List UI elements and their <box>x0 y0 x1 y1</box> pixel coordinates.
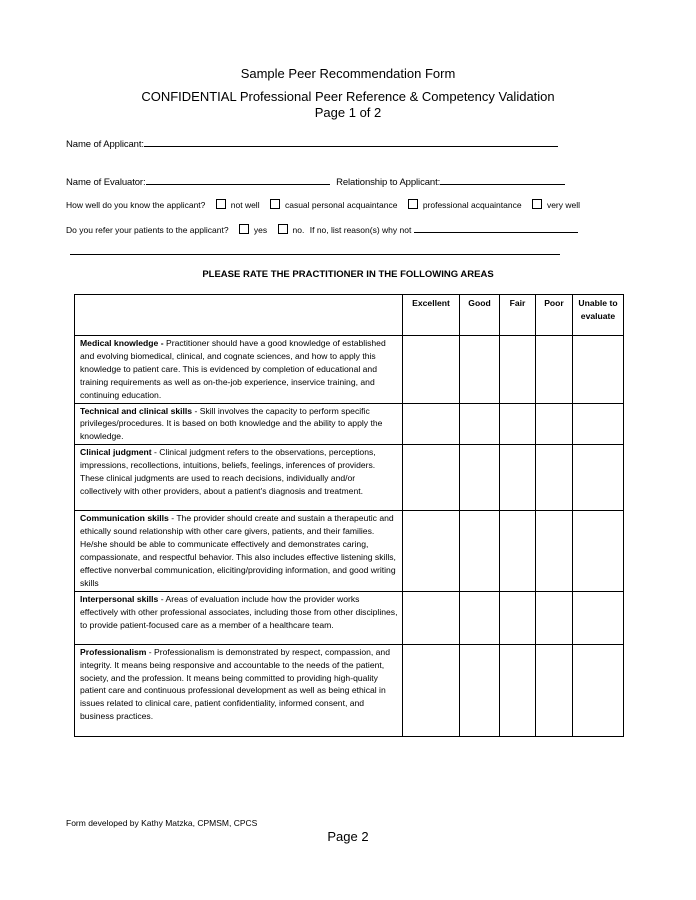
rating-cell-good[interactable] <box>460 644 500 736</box>
table-row <box>75 511 624 591</box>
row-title: Interpersonal skills <box>80 593 159 604</box>
rating-cell-excellent[interactable] <box>403 336 460 404</box>
relationship-label: Relationship to Applicant: <box>336 177 441 188</box>
evaluator-row <box>66 174 565 188</box>
rating-cell-poor[interactable] <box>536 511 573 591</box>
rating-cell-excellent[interactable] <box>403 644 460 736</box>
rating-cell-fair[interactable] <box>500 445 536 511</box>
know-casual-checkbox[interactable] <box>270 199 280 209</box>
rating-cell-excellent[interactable] <box>403 445 460 511</box>
refer-reason-field[interactable] <box>414 223 578 233</box>
refer-no-checkbox[interactable] <box>278 224 288 234</box>
rating-cell-poor[interactable] <box>536 445 573 511</box>
rating-cell-excellent[interactable] <box>403 403 460 445</box>
column-unable: Unable to evaluate <box>573 295 624 336</box>
row-description <box>75 591 403 644</box>
row-text: Practitioner should have a good knowledge of established and evolving biomedical, clinical, and cognate sciences, and how to apply this knowledge to patient care. This is evidenced by completion of educational and training requirements as well as on-the-job experience, inservice training, and continuing education. <box>80 338 386 400</box>
row-text: - The provider should create and sustain a therapeutic and ethically sound relationship with other care givers, patients, and their families. He/she should be able to communicate effectively and demonstrates caring, compassionate, and respectful behavior. This also includes effective listening skills, effective nonverbal communication, eliciting/providing information, and good writing skills <box>80 513 396 588</box>
know-very-well-checkbox[interactable] <box>532 199 542 209</box>
rating-cell-good[interactable] <box>460 591 500 644</box>
area-column-header <box>75 295 403 336</box>
evaluator-name-field[interactable] <box>146 174 330 185</box>
rating-heading: PLEASE RATE THE PRACTITIONER IN THE FOLLOWING AREAS <box>202 269 494 280</box>
row-description <box>75 644 403 736</box>
page-indicator: Page 1 of 2 <box>314 105 382 120</box>
form-subtitle <box>0 89 696 121</box>
page-number: Page 2 <box>327 829 369 844</box>
know-row <box>66 199 580 210</box>
column-poor: Poor <box>536 295 573 336</box>
form-subtitle-text: CONFIDENTIAL Professional Peer Reference & Competency Validation <box>141 89 555 104</box>
row-title: Communication skills <box>80 513 169 524</box>
rating-cell-unable[interactable] <box>573 336 624 404</box>
rating-cell-fair[interactable] <box>500 511 536 591</box>
rating-cell-good[interactable] <box>460 403 500 445</box>
row-description <box>75 403 403 445</box>
row-text: - Clinical judgment refers to the observations, perceptions, impressions, recollections, intuitions, beliefs, feelings, inferences of providers. These clinical judgments are used to reach decisions, individually and/or collectively with other providers, about a patient's diagnosis and treatment. <box>80 447 376 496</box>
rating-table <box>74 294 624 737</box>
refer-no-label: no. <box>292 225 305 235</box>
know-option-casual: casual personal acquaintance <box>284 200 398 210</box>
form-title: Sample Peer Recommendation Form <box>240 66 456 81</box>
rating-cell-good[interactable] <box>460 511 500 591</box>
know-option-very-well: very well <box>546 200 581 210</box>
rating-cell-fair[interactable] <box>500 403 536 445</box>
rating-cell-fair[interactable] <box>500 591 536 644</box>
refer-row <box>66 223 578 235</box>
rating-cell-unable[interactable] <box>573 511 624 591</box>
form-credit: Form developed by Kathy Matzka, CPMSM, CPCS <box>66 818 258 828</box>
row-title: Technical and clinical skills <box>80 405 193 416</box>
rating-header-row <box>75 295 624 336</box>
table-row <box>75 591 624 644</box>
rating-cell-poor[interactable] <box>536 403 573 445</box>
rating-cell-unable[interactable] <box>573 445 624 511</box>
row-title: Medical knowledge - <box>80 338 164 348</box>
row-title: Clinical judgment <box>80 447 152 458</box>
know-option-not-well: not well <box>230 200 260 210</box>
row-description <box>75 511 403 591</box>
table-row <box>75 644 624 736</box>
table-row <box>75 336 624 404</box>
row-title: Professionalism <box>80 646 147 657</box>
know-option-professional: professional acquaintance <box>422 200 522 210</box>
applicant-row <box>66 136 558 150</box>
rating-cell-good[interactable] <box>460 336 500 404</box>
rating-cell-unable[interactable] <box>573 591 624 644</box>
row-description <box>75 445 403 511</box>
column-excellent: Excellent <box>403 295 460 336</box>
evaluator-label: Name of Evaluator: <box>66 177 146 188</box>
refer-yes-label: yes <box>253 225 268 235</box>
refer-question: Do you refer your patients to the applicant? <box>66 225 229 235</box>
rating-cell-unable[interactable] <box>573 644 624 736</box>
know-question: How well do you know the applicant? <box>66 200 206 210</box>
refer-reason-label: If no, list reason(s) why not <box>309 225 412 235</box>
rating-cell-unable[interactable] <box>573 403 624 445</box>
rating-cell-excellent[interactable] <box>403 591 460 644</box>
applicant-name-field[interactable] <box>144 136 558 147</box>
rating-cell-poor[interactable] <box>536 644 573 736</box>
row-text: - Professionalism is demonstrated by respect, compassion, and integrity. It means being responsive and accountable to the needs of the patient, society, and the profession. It means being committed to providing high-quality patient care and continuous professional development as well as being ethical in issues related to clinical care, patient confidentiality, informed consent, and business practices. <box>80 646 390 722</box>
column-good: Good <box>460 295 500 336</box>
table-row <box>75 403 624 445</box>
rating-cell-fair[interactable] <box>500 644 536 736</box>
relationship-field[interactable] <box>440 174 565 185</box>
column-fair: Fair <box>500 295 536 336</box>
know-professional-checkbox[interactable] <box>408 199 418 209</box>
rating-cell-poor[interactable] <box>536 336 573 404</box>
know-not-well-checkbox[interactable] <box>216 199 226 209</box>
refer-yes-checkbox[interactable] <box>239 224 249 234</box>
row-text: - Areas of evaluation include how the provider works effectively with other professional associates, including those from other disciplines, to provide patient-focused care as a member of a healthcare team. <box>80 593 398 630</box>
row-description <box>75 336 403 404</box>
rating-cell-good[interactable] <box>460 445 500 511</box>
rating-cell-fair[interactable] <box>500 336 536 404</box>
rating-cell-excellent[interactable] <box>403 511 460 591</box>
refer-reason-continuation-line[interactable] <box>70 254 560 255</box>
table-row <box>75 445 624 511</box>
row-text: - Skill involves the capacity to perform specific privileges/procedures. It is based on both knowledge and the ability to apply the knowledge. <box>80 405 383 442</box>
rating-cell-poor[interactable] <box>536 591 573 644</box>
applicant-label: Name of Applicant: <box>66 139 144 150</box>
